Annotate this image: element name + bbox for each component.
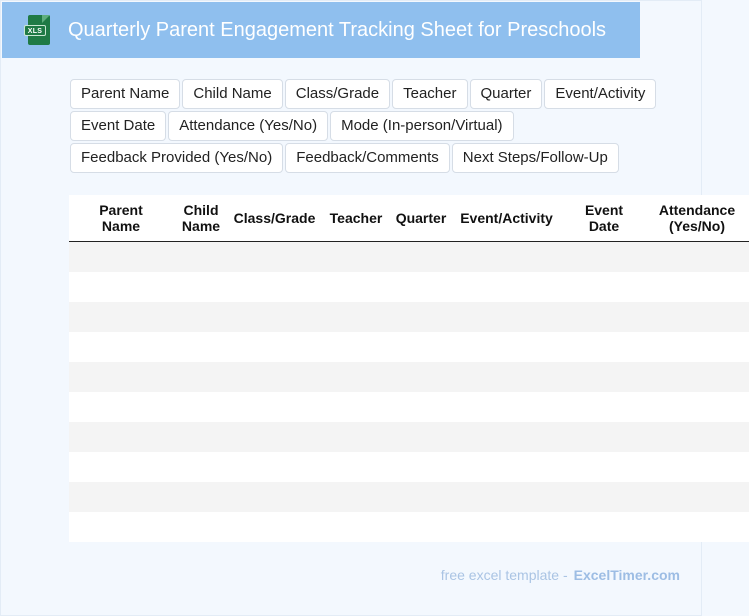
table-cell[interactable] — [392, 422, 450, 452]
table-cell[interactable] — [563, 482, 645, 512]
column-header-teacher[interactable]: Teacher — [320, 195, 392, 242]
field-chip-feedback-provided[interactable]: Feedback Provided (Yes/No) — [70, 143, 283, 173]
table-cell[interactable] — [229, 362, 320, 392]
table-cell[interactable] — [392, 482, 450, 512]
field-chip-class-grade[interactable]: Class/Grade — [285, 79, 390, 109]
column-header-parent-name[interactable]: Parent Name — [69, 195, 173, 242]
table-cell[interactable] — [645, 272, 749, 302]
field-chip-event-activity[interactable]: Event/Activity — [544, 79, 656, 109]
table-row — [69, 452, 749, 482]
table-cell[interactable] — [450, 362, 563, 392]
table-cell[interactable] — [450, 242, 563, 273]
table-cell[interactable] — [69, 482, 173, 512]
table-cell[interactable] — [173, 452, 229, 482]
table-cell[interactable] — [563, 452, 645, 482]
table-cell[interactable] — [69, 512, 173, 542]
field-chip-feedback-comments[interactable]: Feedback/Comments — [285, 143, 450, 173]
table-cell[interactable] — [173, 272, 229, 302]
table-cell[interactable] — [450, 332, 563, 362]
table-row — [69, 332, 749, 362]
table-cell[interactable] — [229, 392, 320, 422]
table-cell[interactable] — [392, 512, 450, 542]
table-cell[interactable] — [563, 362, 645, 392]
table-row — [69, 392, 749, 422]
table-cell[interactable] — [563, 422, 645, 452]
footer-credit — [441, 567, 680, 583]
table-cell[interactable] — [173, 422, 229, 452]
table-cell[interactable] — [69, 422, 173, 452]
table-row — [69, 482, 749, 512]
chip-row — [70, 79, 670, 109]
table-cell[interactable] — [69, 242, 173, 273]
table-cell[interactable] — [392, 242, 450, 273]
table-cell[interactable] — [69, 302, 173, 332]
footer-lead-text: free excel template - — [440, 567, 568, 583]
table-cell[interactable] — [645, 362, 749, 392]
table-row — [69, 512, 749, 542]
table-cell[interactable] — [645, 332, 749, 362]
table-cell[interactable] — [229, 422, 320, 452]
table-cell[interactable] — [229, 242, 320, 273]
table-cell[interactable] — [173, 512, 229, 542]
table-cell[interactable] — [320, 242, 392, 273]
field-chip-quarter[interactable]: Quarter — [470, 79, 543, 109]
footer-brand-link[interactable]: ExcelTimer.com — [573, 567, 680, 583]
table-cell[interactable] — [392, 332, 450, 362]
table-cell[interactable] — [645, 302, 749, 332]
table-cell[interactable] — [392, 362, 450, 392]
table-cell[interactable] — [173, 482, 229, 512]
table-cell[interactable] — [229, 482, 320, 512]
field-chip-child-name[interactable]: Child Name — [182, 79, 282, 109]
table-cell[interactable] — [645, 482, 749, 512]
title-bar — [2, 2, 640, 58]
table-cell[interactable] — [645, 452, 749, 482]
table-cell[interactable] — [392, 392, 450, 422]
table-cell[interactable] — [645, 422, 749, 452]
table-cell[interactable] — [645, 242, 749, 273]
chip-row — [70, 111, 670, 141]
table-cell[interactable] — [645, 512, 749, 542]
xls-file-icon — [24, 15, 50, 45]
table-cell[interactable] — [69, 272, 173, 302]
table-cell[interactable] — [173, 302, 229, 332]
table-cell[interactable] — [320, 272, 392, 302]
field-chip-attendance[interactable]: Attendance (Yes/No) — [168, 111, 328, 141]
table-cell[interactable] — [563, 332, 645, 362]
xls-badge: XLS — [24, 25, 46, 36]
column-header-child-name[interactable]: Child Name — [173, 195, 229, 242]
column-header-class-grade[interactable]: Class/Grade — [229, 195, 320, 242]
column-header-quarter[interactable]: Quarter — [392, 195, 450, 242]
table-row — [69, 362, 749, 392]
table-cell[interactable] — [392, 452, 450, 482]
column-header-event-date[interactable]: Event Date — [563, 195, 645, 242]
table-cell[interactable] — [173, 332, 229, 362]
table-cell[interactable] — [392, 302, 450, 332]
tracking-table — [69, 195, 749, 542]
field-chip-parent-name[interactable]: Parent Name — [70, 79, 180, 109]
tracking-table-scroll[interactable] — [69, 195, 736, 542]
table-cell[interactable] — [563, 242, 645, 273]
table-cell[interactable] — [229, 332, 320, 362]
table-header-row — [69, 195, 749, 242]
table-cell[interactable] — [450, 422, 563, 452]
table-cell[interactable] — [69, 392, 173, 422]
table-cell[interactable] — [450, 452, 563, 482]
table-cell[interactable] — [229, 452, 320, 482]
table-cell[interactable] — [320, 512, 392, 542]
table-cell[interactable] — [320, 392, 392, 422]
table-cell[interactable] — [392, 272, 450, 302]
table-cell[interactable] — [563, 512, 645, 542]
field-chip-list — [70, 79, 670, 175]
chip-row — [70, 143, 670, 173]
field-chip-next-steps[interactable]: Next Steps/Follow-Up — [452, 143, 619, 173]
table-cell[interactable] — [563, 302, 645, 332]
table-cell[interactable] — [173, 392, 229, 422]
table-cell[interactable] — [563, 272, 645, 302]
field-chip-event-date[interactable]: Event Date — [70, 111, 166, 141]
column-header-attendance[interactable]: Attendance (Yes/No) — [645, 195, 749, 242]
table-cell[interactable] — [450, 482, 563, 512]
table-cell[interactable] — [450, 302, 563, 332]
table-cell[interactable] — [69, 362, 173, 392]
field-chip-mode[interactable]: Mode (In-person/Virtual) — [330, 111, 513, 141]
table-cell[interactable] — [229, 272, 320, 302]
column-header-event-activity[interactable]: Event/Activity — [450, 195, 563, 242]
table-cell[interactable] — [173, 242, 229, 273]
table-cell[interactable] — [173, 362, 229, 392]
table-row — [69, 242, 749, 273]
table-cell[interactable] — [229, 302, 320, 332]
table-body — [69, 242, 749, 543]
field-chip-teacher[interactable]: Teacher — [392, 79, 467, 109]
table-cell[interactable] — [450, 512, 563, 542]
table-cell[interactable] — [320, 422, 392, 452]
table-cell[interactable] — [320, 452, 392, 482]
table-row — [69, 302, 749, 332]
table-cell[interactable] — [229, 512, 320, 542]
table-cell[interactable] — [450, 392, 563, 422]
table-cell[interactable] — [320, 362, 392, 392]
page-title: Quarterly Parent Engagement Tracking Sheet for Preschools — [68, 18, 607, 41]
table-cell[interactable] — [320, 482, 392, 512]
table-row — [69, 422, 749, 452]
table-cell[interactable] — [69, 452, 173, 482]
table-cell[interactable] — [645, 392, 749, 422]
table-cell[interactable] — [563, 392, 645, 422]
table-cell[interactable] — [320, 332, 392, 362]
table-cell[interactable] — [69, 332, 173, 362]
table-cell[interactable] — [450, 272, 563, 302]
table-cell[interactable] — [320, 302, 392, 332]
table-row — [69, 272, 749, 302]
